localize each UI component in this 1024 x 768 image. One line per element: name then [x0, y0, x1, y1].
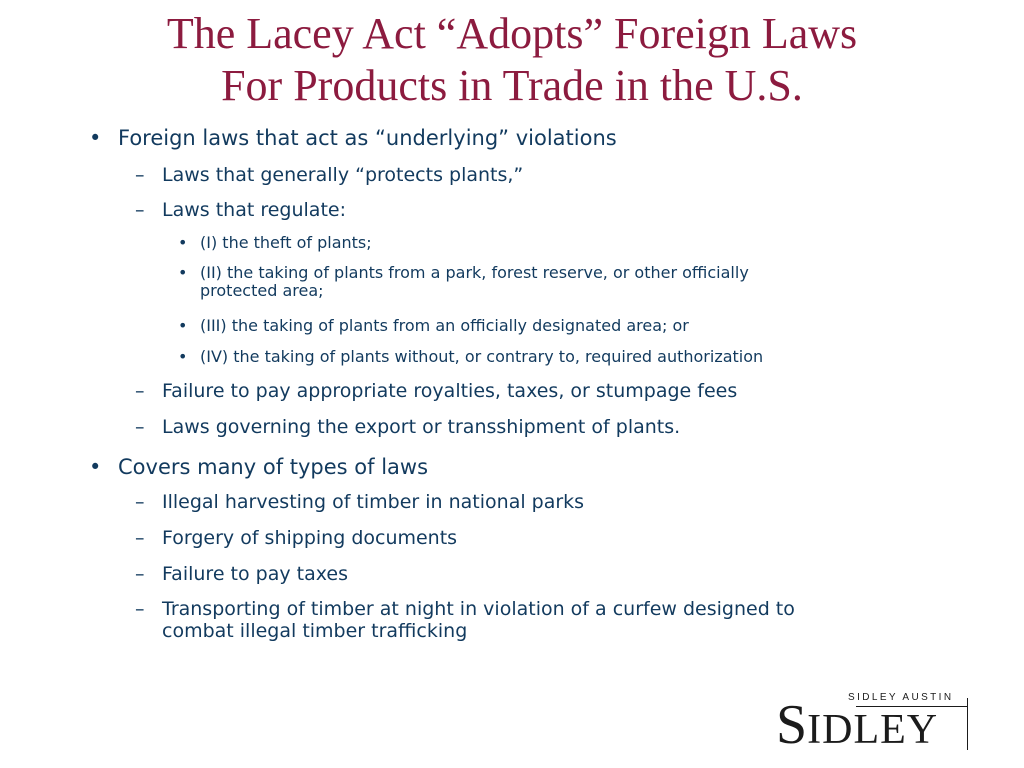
bullet-marker: •: [178, 347, 188, 366]
bullet-text-line: protected area;: [200, 281, 324, 300]
bullet-text: [118, 126, 617, 150]
bullet-text-line: combat illegal timber trafficking: [162, 620, 468, 642]
bullet-text: [162, 416, 680, 438]
bullet-item-level-3: [178, 233, 372, 252]
dash-marker: –: [135, 199, 145, 221]
bullet-marker: •: [178, 263, 188, 282]
logo-rest: IDLEY: [807, 707, 939, 753]
bullet-item-level-2: [135, 164, 524, 186]
dash-marker: –: [135, 491, 145, 513]
bullet-item-level-2: [135, 416, 681, 438]
bullet-item-level-1: [89, 126, 617, 150]
dash-marker: –: [135, 380, 145, 402]
bullet-item-level-3: [178, 316, 689, 335]
bullet-marker: •: [178, 316, 188, 335]
bullet-text: [162, 563, 348, 585]
bullet-text-line: Illegal harvesting of timber in national parks: [162, 491, 585, 513]
bullet-item-level-1: [89, 455, 429, 479]
bullet-item-level-2: [135, 563, 348, 585]
bullet-marker: •: [89, 126, 102, 150]
bullet-text-line: Transporting of timber at night in violation of a curfew designed to: [162, 598, 795, 620]
bullet-item-level-2: [135, 527, 458, 549]
bullet-text-line: Covers many of types of laws: [118, 455, 429, 479]
bullet-item-level-2: [135, 199, 346, 221]
bullet-text-line: Failure to pay appropriate royalties, taxes, or stumpage fees: [162, 380, 738, 402]
bullet-text-line: Forgery of shipping documents: [162, 527, 458, 549]
bullet-text-line: Failure to pay taxes: [162, 563, 348, 585]
bullet-text: [162, 598, 795, 642]
bullet-marker: •: [89, 455, 102, 479]
bullet-text: [162, 527, 457, 549]
sidley-austin-logo: [776, 692, 970, 756]
bullet-item-level-2: [135, 491, 585, 513]
bullet-text-line: (I) the theft of plants;: [200, 233, 372, 252]
logo-side-rule: [967, 698, 968, 750]
title-line-2: For Products in Trade in the U.S.: [221, 61, 803, 110]
dash-marker: –: [135, 416, 145, 438]
bullet-text-line: Laws that generally “protects plants,”: [162, 164, 524, 186]
bullet-item-level-2: [135, 380, 738, 402]
dash-marker: –: [135, 164, 145, 186]
bullet-text: [162, 491, 584, 513]
bullet-text: [200, 317, 689, 335]
bullet-item-level-3: [178, 263, 749, 300]
logo-firm-name: SIDLEY AUSTIN: [848, 692, 954, 703]
bullet-text-line: (IV) the taking of plants without, or contrary to, required authorization: [200, 347, 764, 366]
dash-marker: –: [135, 598, 145, 620]
bullet-text: [162, 164, 523, 186]
bullet-text-line: (II) the taking of plants from a park, forest reserve, or other officially: [200, 263, 749, 282]
title-line-1: The Lacey Act “Adopts” Foreign Laws: [166, 9, 858, 58]
bullet-text-line: Foreign laws that act as “underlying” violations: [118, 126, 617, 150]
bullet-text-line: (III) the taking of plants from an officially designated area; or: [200, 316, 689, 335]
bullet-item-level-2: [135, 598, 795, 642]
bullet-text: [162, 199, 346, 221]
bullet-text-line: Laws that regulate:: [162, 199, 346, 221]
bullet-text: [200, 264, 749, 300]
bullet-item-level-3: [178, 347, 764, 366]
bullet-text: [200, 234, 372, 252]
bullet-text: [162, 380, 737, 402]
dash-marker: –: [135, 527, 145, 549]
logo-initial: S: [776, 694, 808, 756]
bullet-text: [200, 348, 763, 366]
bullet-text-line: Laws governing the export or transshipment of plants.: [162, 416, 681, 438]
bullet-text: [118, 455, 428, 479]
bullet-marker: •: [178, 233, 188, 252]
dash-marker: –: [135, 563, 145, 585]
